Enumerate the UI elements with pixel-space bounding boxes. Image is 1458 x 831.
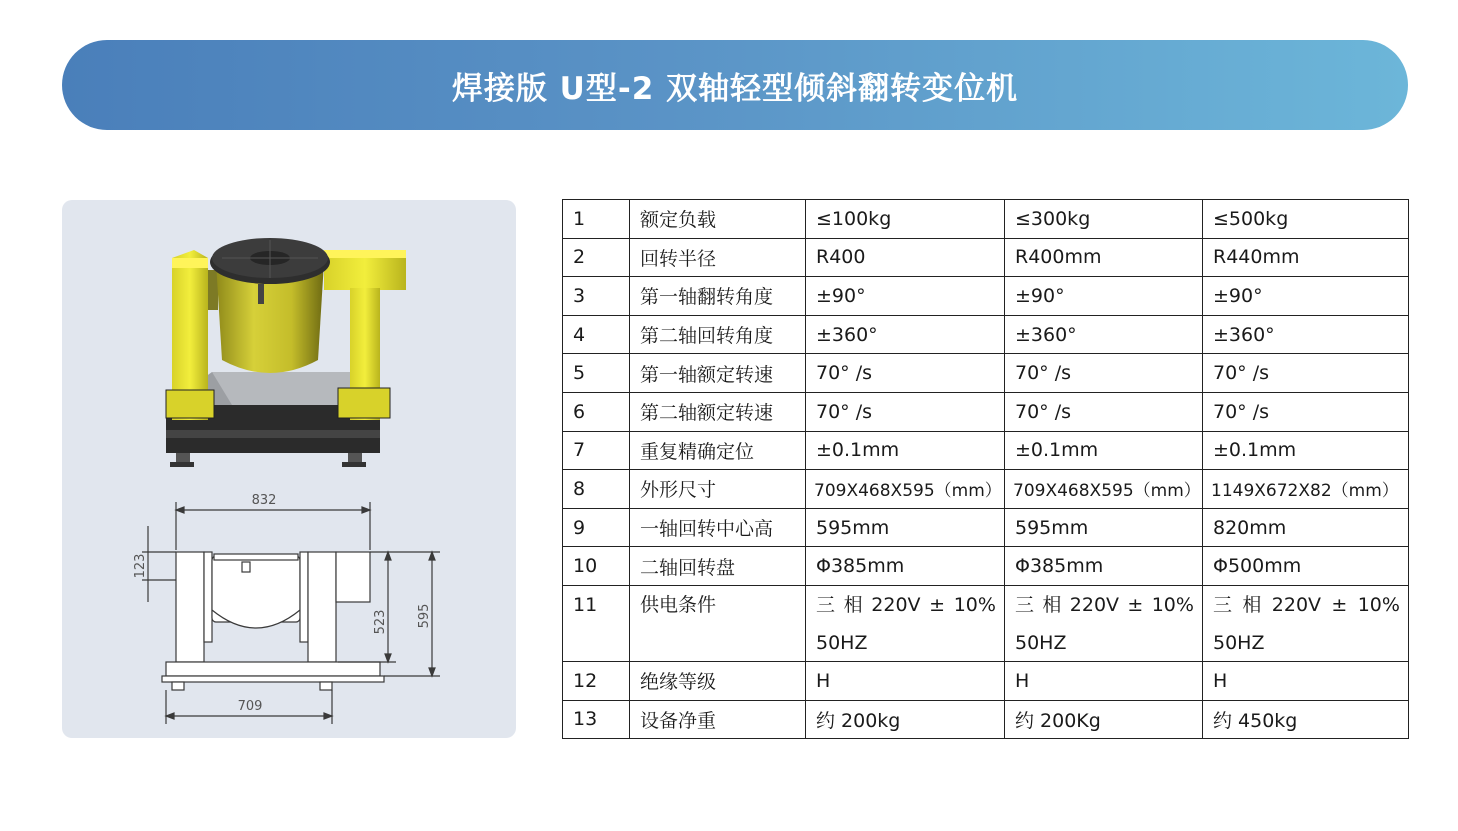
product-illustration bbox=[62, 200, 516, 738]
table-row bbox=[563, 700, 1409, 739]
row-index: 3 bbox=[563, 277, 630, 316]
table-row bbox=[563, 392, 1409, 431]
spec-value: 70° /s bbox=[1005, 392, 1203, 431]
row-index: 9 bbox=[563, 508, 630, 547]
row-index: 1 bbox=[563, 200, 630, 239]
spec-name: 额定负载 bbox=[630, 200, 806, 239]
dimension-label-bottom-width: 709 bbox=[237, 699, 263, 714]
power-plusminus: ± bbox=[1331, 593, 1348, 616]
spec-value-power bbox=[1203, 585, 1409, 661]
power-voltage: 220V bbox=[1271, 593, 1322, 616]
spec-value: ≤300kg bbox=[1005, 200, 1203, 239]
table-row bbox=[563, 200, 1409, 239]
spec-value: H bbox=[1203, 661, 1409, 700]
power-line-1 bbox=[1213, 594, 1400, 616]
spec-value-power bbox=[806, 585, 1005, 661]
power-phase-char-1: 三 bbox=[1015, 593, 1035, 616]
row-index: 12 bbox=[563, 661, 630, 700]
spec-value: 1149X672X82（mm） bbox=[1203, 470, 1409, 509]
power-line-1 bbox=[816, 594, 996, 616]
spec-value: Φ385mm bbox=[806, 547, 1005, 586]
spec-value: ±360° bbox=[1005, 315, 1203, 354]
spec-value: 709X468X595（mm） bbox=[806, 470, 1005, 509]
power-plusminus: ± bbox=[1127, 593, 1144, 616]
spec-name: 二轴回转盘 bbox=[630, 547, 806, 586]
spec-value: ±90° bbox=[1005, 277, 1203, 316]
row-index: 2 bbox=[563, 238, 630, 277]
spec-name: 设备净重 bbox=[630, 700, 806, 739]
table-row bbox=[563, 508, 1409, 547]
spec-value: 70° /s bbox=[806, 392, 1005, 431]
spec-value: 709X468X595（mm） bbox=[1005, 470, 1203, 509]
page-title: 焊接版 U型-2 双轴轻型倾斜翻转变位机 bbox=[451, 70, 1019, 107]
spec-value: Φ500mm bbox=[1203, 547, 1409, 586]
table-row bbox=[563, 661, 1409, 700]
spec-value: 约 200Kg bbox=[1005, 700, 1203, 739]
spec-value: R400 bbox=[806, 238, 1005, 277]
power-phase-char-2: 相 bbox=[1042, 593, 1062, 616]
table-row bbox=[563, 431, 1409, 470]
spec-value: 70° /s bbox=[1005, 354, 1203, 393]
power-frequency: 50HZ bbox=[816, 631, 868, 654]
power-frequency: 50HZ bbox=[1213, 631, 1265, 654]
power-tolerance: 10% bbox=[1357, 593, 1400, 616]
power-phase-char-1: 三 bbox=[1213, 593, 1233, 616]
power-frequency: 50HZ bbox=[1015, 631, 1067, 654]
row-index: 11 bbox=[563, 585, 630, 661]
row-index: 4 bbox=[563, 315, 630, 354]
table-row bbox=[563, 238, 1409, 277]
spec-name: 回转半径 bbox=[630, 238, 806, 277]
row-index: 10 bbox=[563, 547, 630, 586]
spec-value: ≤500kg bbox=[1203, 200, 1409, 239]
spec-name: 第一轴翻转角度 bbox=[630, 277, 806, 316]
spec-value: ±360° bbox=[806, 315, 1005, 354]
table-row bbox=[563, 585, 1409, 661]
spec-name: 外形尺寸 bbox=[630, 470, 806, 509]
power-voltage: 220V bbox=[871, 593, 921, 616]
spec-value-power bbox=[1005, 585, 1203, 661]
title-banner bbox=[62, 40, 1408, 130]
dimension-label-total-height: 595 bbox=[417, 603, 432, 629]
spec-value: ±0.1mm bbox=[806, 431, 1005, 470]
spec-value: 595mm bbox=[806, 508, 1005, 547]
power-voltage: 220V bbox=[1069, 593, 1120, 616]
power-tolerance: 10% bbox=[953, 593, 996, 616]
spec-table bbox=[562, 199, 1409, 739]
spec-value: 约 450kg bbox=[1203, 700, 1409, 739]
spec-value: 595mm bbox=[1005, 508, 1203, 547]
spec-name: 一轴回转中心高 bbox=[630, 508, 806, 547]
spec-value: 70° /s bbox=[1203, 392, 1409, 431]
spec-value: 70° /s bbox=[806, 354, 1005, 393]
spec-value: H bbox=[806, 661, 1005, 700]
dimension-label-left-height: 123 bbox=[133, 553, 148, 579]
spec-value: Φ385mm bbox=[1005, 547, 1203, 586]
spec-value: 约 200kg bbox=[806, 700, 1005, 739]
product-image-panel bbox=[62, 200, 516, 738]
power-phase-char-2: 相 bbox=[843, 593, 863, 616]
spec-value: H bbox=[1005, 661, 1203, 700]
spec-name: 重复精确定位 bbox=[630, 431, 806, 470]
spec-value: R440mm bbox=[1203, 238, 1409, 277]
power-plusminus: ± bbox=[929, 593, 946, 616]
spec-value: R400mm bbox=[1005, 238, 1203, 277]
spec-value: ±90° bbox=[806, 277, 1005, 316]
spec-value: ≤100kg bbox=[806, 200, 1005, 239]
power-phase-char-2: 相 bbox=[1242, 593, 1262, 616]
spec-value: 70° /s bbox=[1203, 354, 1409, 393]
dimension-label-inner-height: 523 bbox=[373, 609, 388, 635]
spec-name: 第二轴额定转速 bbox=[630, 392, 806, 431]
table-row bbox=[563, 470, 1409, 509]
spec-name: 第二轴回转角度 bbox=[630, 315, 806, 354]
positioner-render bbox=[166, 238, 406, 467]
dimension-drawing bbox=[142, 502, 440, 724]
spec-value: 820mm bbox=[1203, 508, 1409, 547]
row-index: 13 bbox=[563, 700, 630, 739]
row-index: 6 bbox=[563, 392, 630, 431]
spec-value: ±0.1mm bbox=[1203, 431, 1409, 470]
spec-value: ±0.1mm bbox=[1005, 431, 1203, 470]
spec-name: 供电条件 bbox=[630, 585, 806, 661]
table-row bbox=[563, 315, 1409, 354]
spec-value: ±90° bbox=[1203, 277, 1409, 316]
power-phase-char-1: 三 bbox=[816, 593, 836, 616]
table-row bbox=[563, 547, 1409, 586]
spec-name: 第一轴额定转速 bbox=[630, 354, 806, 393]
spec-name: 绝缘等级 bbox=[630, 661, 806, 700]
power-tolerance: 10% bbox=[1151, 593, 1194, 616]
dimension-label-top-width: 832 bbox=[251, 493, 277, 508]
power-line-1 bbox=[1015, 594, 1194, 616]
spec-value: ±360° bbox=[1203, 315, 1409, 354]
row-index: 8 bbox=[563, 470, 630, 509]
table-row bbox=[563, 354, 1409, 393]
row-index: 7 bbox=[563, 431, 630, 470]
table-row bbox=[563, 277, 1409, 316]
row-index: 5 bbox=[563, 354, 630, 393]
